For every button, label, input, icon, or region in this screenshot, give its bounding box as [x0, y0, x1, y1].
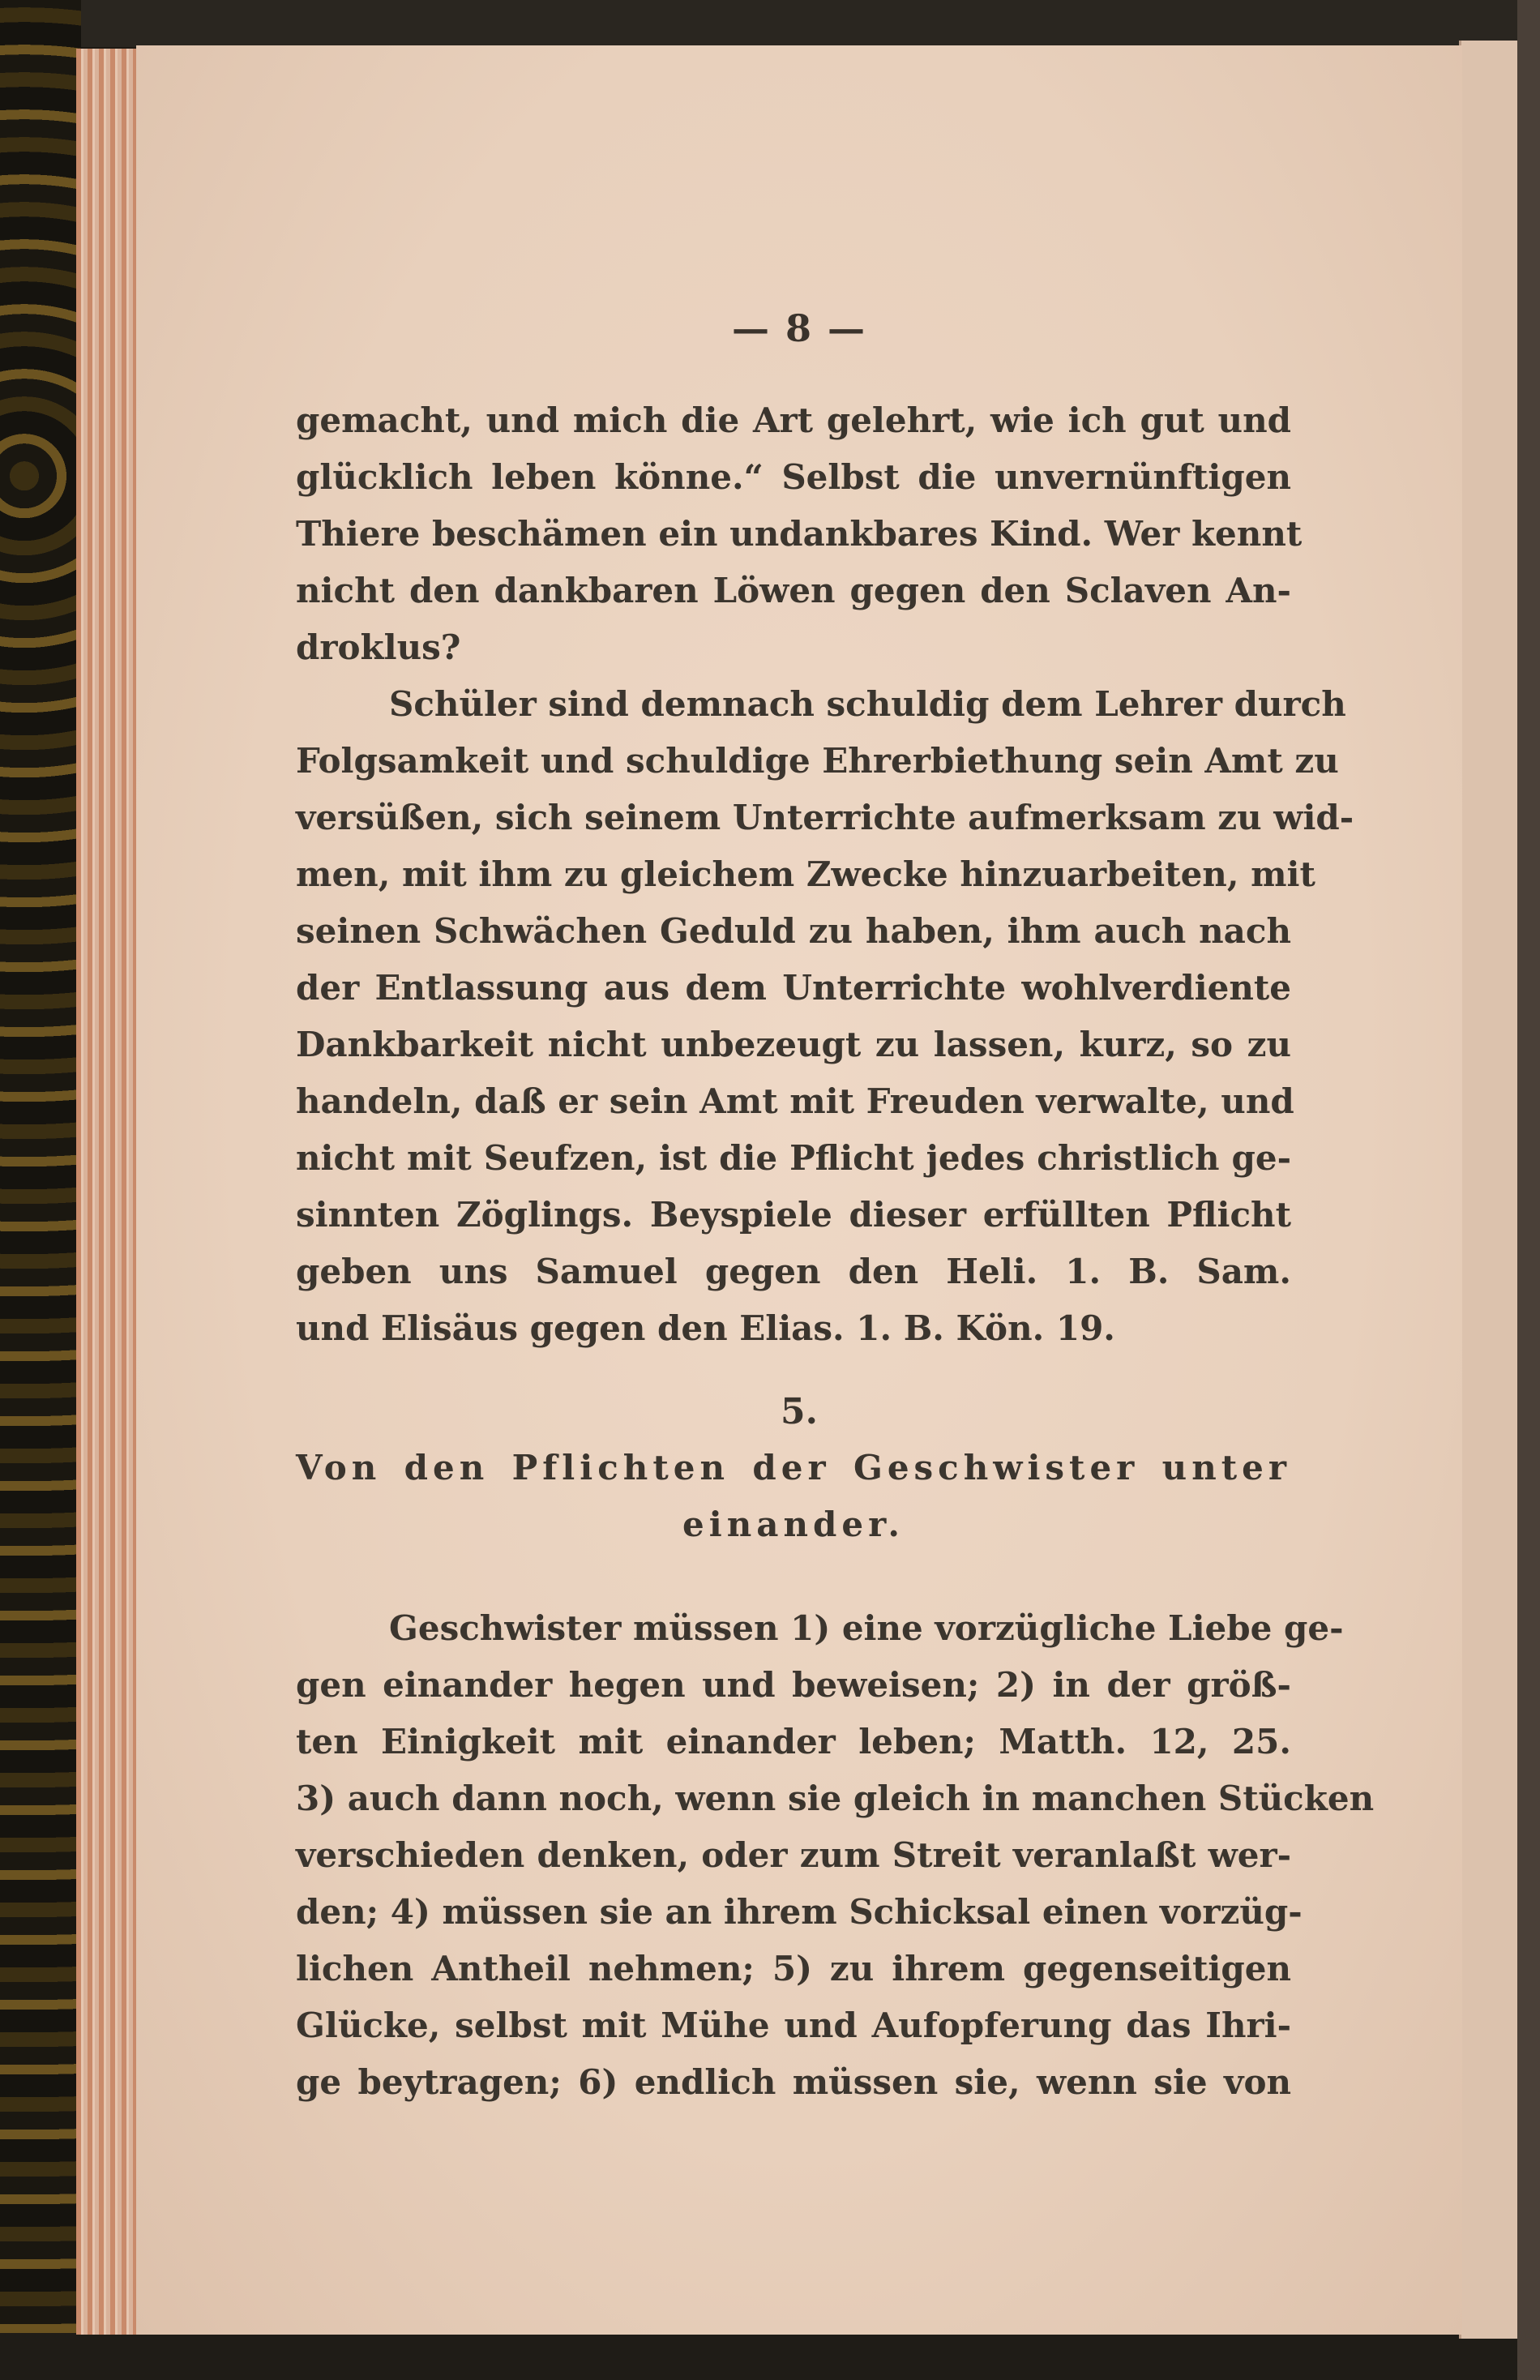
- text-line: handeln, daß er sein Amt mit Freuden verwalte, und: [296, 1081, 1294, 1121]
- text-line: lichen Antheil nehmen; 5) zu ihrem gegenseitigen: [296, 1949, 1291, 1988]
- marbled-cover: [0, 0, 81, 2380]
- book-cover-top: [0, 0, 1540, 47]
- heading-line: Von den Pflichten der Geschwister unter: [296, 1448, 1291, 1488]
- facing-page-edge: [1459, 41, 1520, 2339]
- text-line: und Elisäus gegen den Elias. 1. B. Kön. 19.: [296, 1308, 1115, 1348]
- text-line: nicht mit Seufzen, ist die Pflicht jedes christlich ge-: [296, 1138, 1291, 1178]
- book-cover-right: [1517, 0, 1540, 2380]
- text-line: ten Einigkeit mit einander leben; Matth. 12, 25.: [296, 1722, 1291, 1761]
- book-page: [136, 45, 1462, 2335]
- body-text-top: [296, 392, 1354, 1357]
- text-line: seinen Schwächen Geduld zu haben, ihm auch nach: [296, 911, 1291, 951]
- text-line: gemacht, und mich die Art gelehrt, wie ich gut und: [296, 400, 1291, 440]
- text-line: 3) auch dann noch, wenn sie gleich in manchen Stücken: [296, 1779, 1375, 1818]
- text-line: ge beytragen; 6) endlich müssen sie, wenn sie von: [296, 2062, 1291, 2102]
- text-line: Dankbarkeit nicht unbezeugt zu lassen, kurz, so zu: [296, 1025, 1291, 1064]
- text-line: nicht den dankbaren Löwen gegen den Sclaven An-: [296, 571, 1291, 610]
- text-line: geben uns Samuel gegen den Heli. 1. B. Sam.: [296, 1252, 1291, 1291]
- text-line: verschieden denken, oder zum Streit veranlaßt wer-: [296, 1835, 1291, 1875]
- text-line: Glücke, selbst mit Mühe und Aufopferung das Ihri-: [296, 2005, 1291, 2045]
- text-line: sinnten Zöglings. Beyspiele dieser erfüllten Pflicht: [296, 1195, 1291, 1235]
- text-line: glücklich leben könne.“ Selbst die unvernünftigen: [296, 457, 1291, 497]
- body-text-bottom: [296, 1600, 1375, 2111]
- text-line: der Entlassung aus dem Unterrichte wohlverdiente: [296, 968, 1291, 1008]
- text-line: Schüler sind demnach schuldig dem Lehrer durch: [389, 684, 1346, 724]
- text-line: Thiere beschämen ein undankbares Kind. Wer kennt: [296, 514, 1303, 554]
- section-heading: [296, 1440, 1291, 1553]
- text-line: den; 4) müssen sie an ihrem Schicksal einen vorzüg-: [296, 1892, 1303, 1932]
- text-line: droklus?: [296, 627, 461, 667]
- text-line: Folgsamkeit und schuldige Ehrerbiethung sein Amt zu: [296, 741, 1339, 781]
- text-line: men, mit ihm zu gleichem Zwecke hinzuarbeiten, mit: [296, 854, 1315, 894]
- text-line: Geschwister müssen 1) eine vorzügliche Liebe ge-: [389, 1608, 1344, 1648]
- page-stack-edges: [76, 49, 141, 2335]
- text-line: gen einander hegen und beweisen; 2) in der größ-: [296, 1665, 1291, 1705]
- text-line: versüßen, sich seinem Unterrichte aufmerksam zu wid-: [296, 798, 1354, 837]
- book-cover-bottom: [0, 2333, 1540, 2380]
- heading-line: einander.: [682, 1505, 905, 1544]
- page-number: — 8 —: [731, 306, 867, 350]
- section-number: 5.: [781, 1391, 818, 1432]
